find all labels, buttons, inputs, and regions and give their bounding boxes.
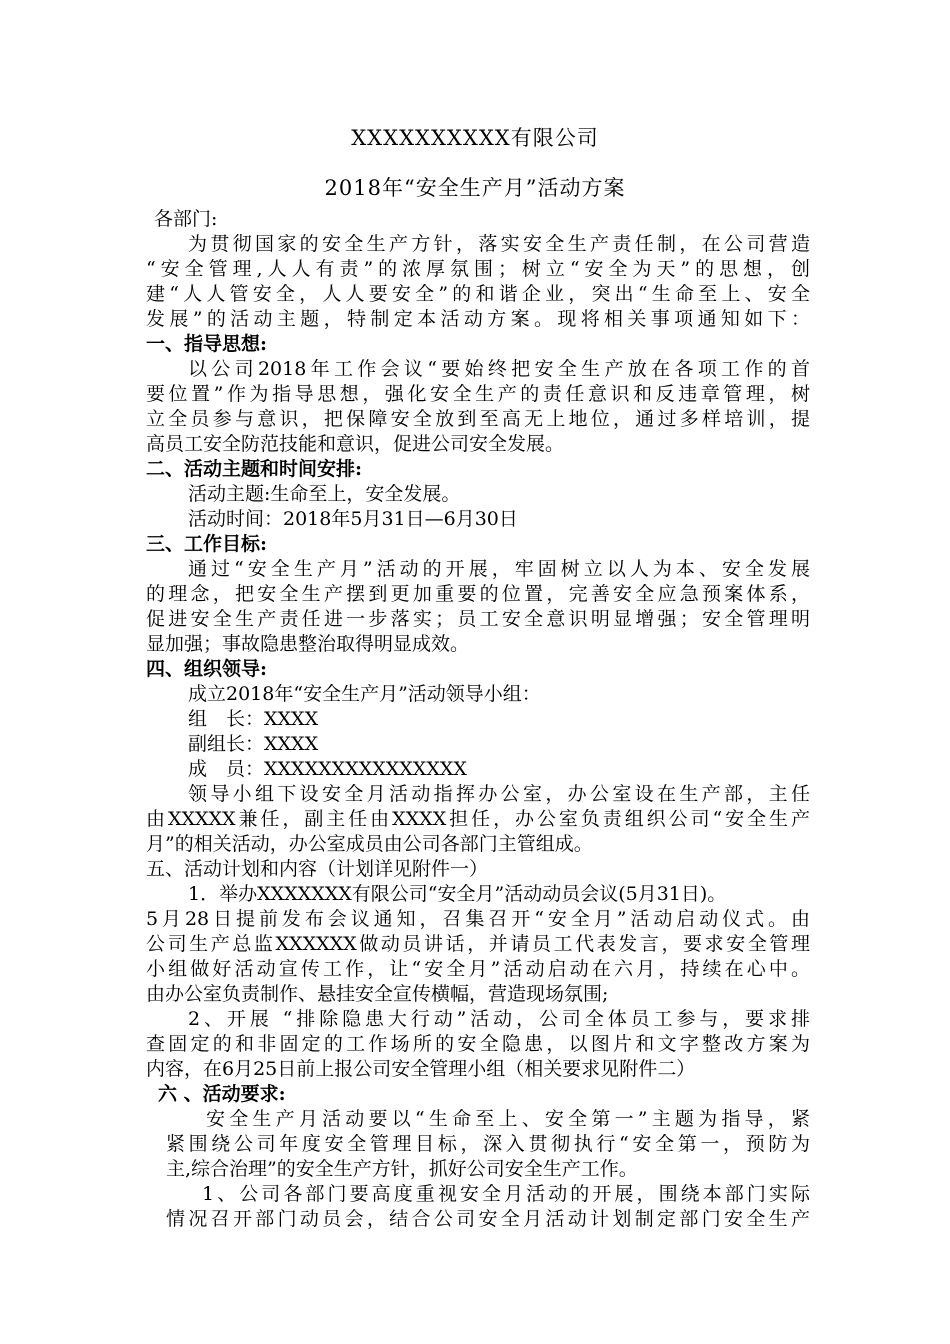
paragraph-line: 发展”的活动主题，特制定本活动方案。现将相关事项通知如下： [146, 308, 810, 330]
paragraph-line: 1、公司各部门要高度重视安全月活动的开展，围绕本部门实际 [202, 1183, 810, 1205]
paragraph-line: 由办公室负责制作、悬挂安全宣传横幅，营造现场氛围; [146, 983, 609, 1005]
paragraph-line: 高员工安全防范技能和意识，促进公司安全发展。 [146, 433, 565, 455]
paragraph-line: 5月28日提前发布会议通知，召集召开“安全月”活动启动仪式。由 [146, 908, 810, 930]
paragraph-line: 显加强；事故隐患整治取得明显成效。 [146, 633, 470, 655]
paragraph-line: 主,综合治理”的安全生产方针，抓好公司安全生产工作。 [166, 1158, 638, 1180]
paragraph-line: 的理念，把安全生产摆到更加重要的位置，完善安全应急预案体系， [146, 583, 810, 605]
paragraph-line: 领导小组下设安全月活动指挥办公室，办公室设在生产部，主任 [188, 783, 810, 805]
section-heading: 六 、活动要求: [158, 1083, 286, 1105]
paragraph-line: 活动主题:生命至上，安全发展。 [188, 483, 461, 505]
paragraph-line: 为贯彻国家的安全生产方针，落实安全生产责任制，在公司营造 [188, 233, 810, 255]
paragraph-line: 公司生产总监XXXXXX做动员讲话，并请员工代表发言，要求安全管理 [146, 933, 810, 955]
section-heading: 四、组织领导: [146, 658, 268, 680]
paragraph-line: 2、开展 “排除隐患大行动”活动，公司全体员工参与，要求排 [188, 1008, 810, 1030]
paragraph-line: 内容，在6月25日前上报公司安全管理小组（相关要求见附件二） [146, 1058, 696, 1080]
paragraph-line: 立全员参与意识，把保障安全放到至高无上地位，通过多样培训，提 [146, 408, 810, 430]
doc-title-company: XXXXXXXXXX有限公司 [351, 126, 599, 150]
paragraph-line: 通过“安全生产月”活动的开展，牢固树立以人为本、安全发展 [188, 558, 810, 580]
paragraph-line: 紧围绕公司年度安全管理目标，深入贯彻执行“安全第一，预防为 [166, 1133, 810, 1155]
paragraph-line: 小组做好活动宣传工作，让“安全月”活动启动在六月，持续在心中。 [146, 958, 810, 980]
paragraph-line: 成立2018年“安全生产月”活动领导小组： [188, 683, 541, 705]
paragraph-line: 安全生产月活动要以“生命至上、安全第一”主题为指导，紧 [206, 1108, 810, 1130]
section-heading: 三、工作目标: [146, 533, 268, 555]
paragraph-line: 要位置”作为指导思想，强化安全生产的责任意识和反违章管理，树 [146, 383, 810, 405]
section-heading: 五、活动计划和内容（计划详见附件一） [146, 858, 489, 880]
paragraph-line: 建“人人管安全，人人要安全”的和谐企业，突出“生命至上、安全 [146, 283, 810, 305]
paragraph-line: 由XXXXX兼任，副主任由XXXX担任，办公室负责组织公司“安全生产 [146, 808, 810, 830]
salutation: 各部门: [154, 208, 218, 230]
paragraph-line: 查固定的和非固定的工作场所的安全隐患，以图片和文字整改方案为 [146, 1033, 810, 1055]
paragraph-line: 月”的相关活动，办公室成员由公司各部门主管组成。 [146, 833, 593, 855]
paragraph-line: 1．举办XXXXXXX有限公司“安全月”活动动员会议(5月31日)。 [188, 883, 727, 905]
section-heading: 二、活动主题和时间安排: [146, 458, 363, 480]
member-line: 组 长：XXXX [188, 708, 319, 730]
paragraph-line: 活动时间：2018年5月31日—6月30日 [188, 508, 518, 530]
paragraph-line: 情况召开部门动员会，结合公司安全月活动计划制定部门安全生产 [166, 1208, 810, 1230]
member-line: 副组长：XXXX [188, 733, 319, 755]
paragraph-line: 促进安全生产责任进一步落实；员工安全意识明显增强；安全管理明 [146, 608, 810, 630]
paragraph-line: “安全管理,人人有责”的浓厚氛围；树立“安全为天”的思想，创 [146, 258, 810, 280]
doc-title-plan: 2018年“安全生产月”活动方案 [324, 176, 626, 200]
paragraph-line: 以公司2018年工作会议“要始终把安全生产放在各项工作的首 [188, 358, 810, 380]
section-heading: 一、指导思想: [146, 333, 268, 355]
member-line: 成 员：XXXXXXXXXXXXXXX [188, 758, 467, 780]
doc-body [146, 207, 810, 1232]
